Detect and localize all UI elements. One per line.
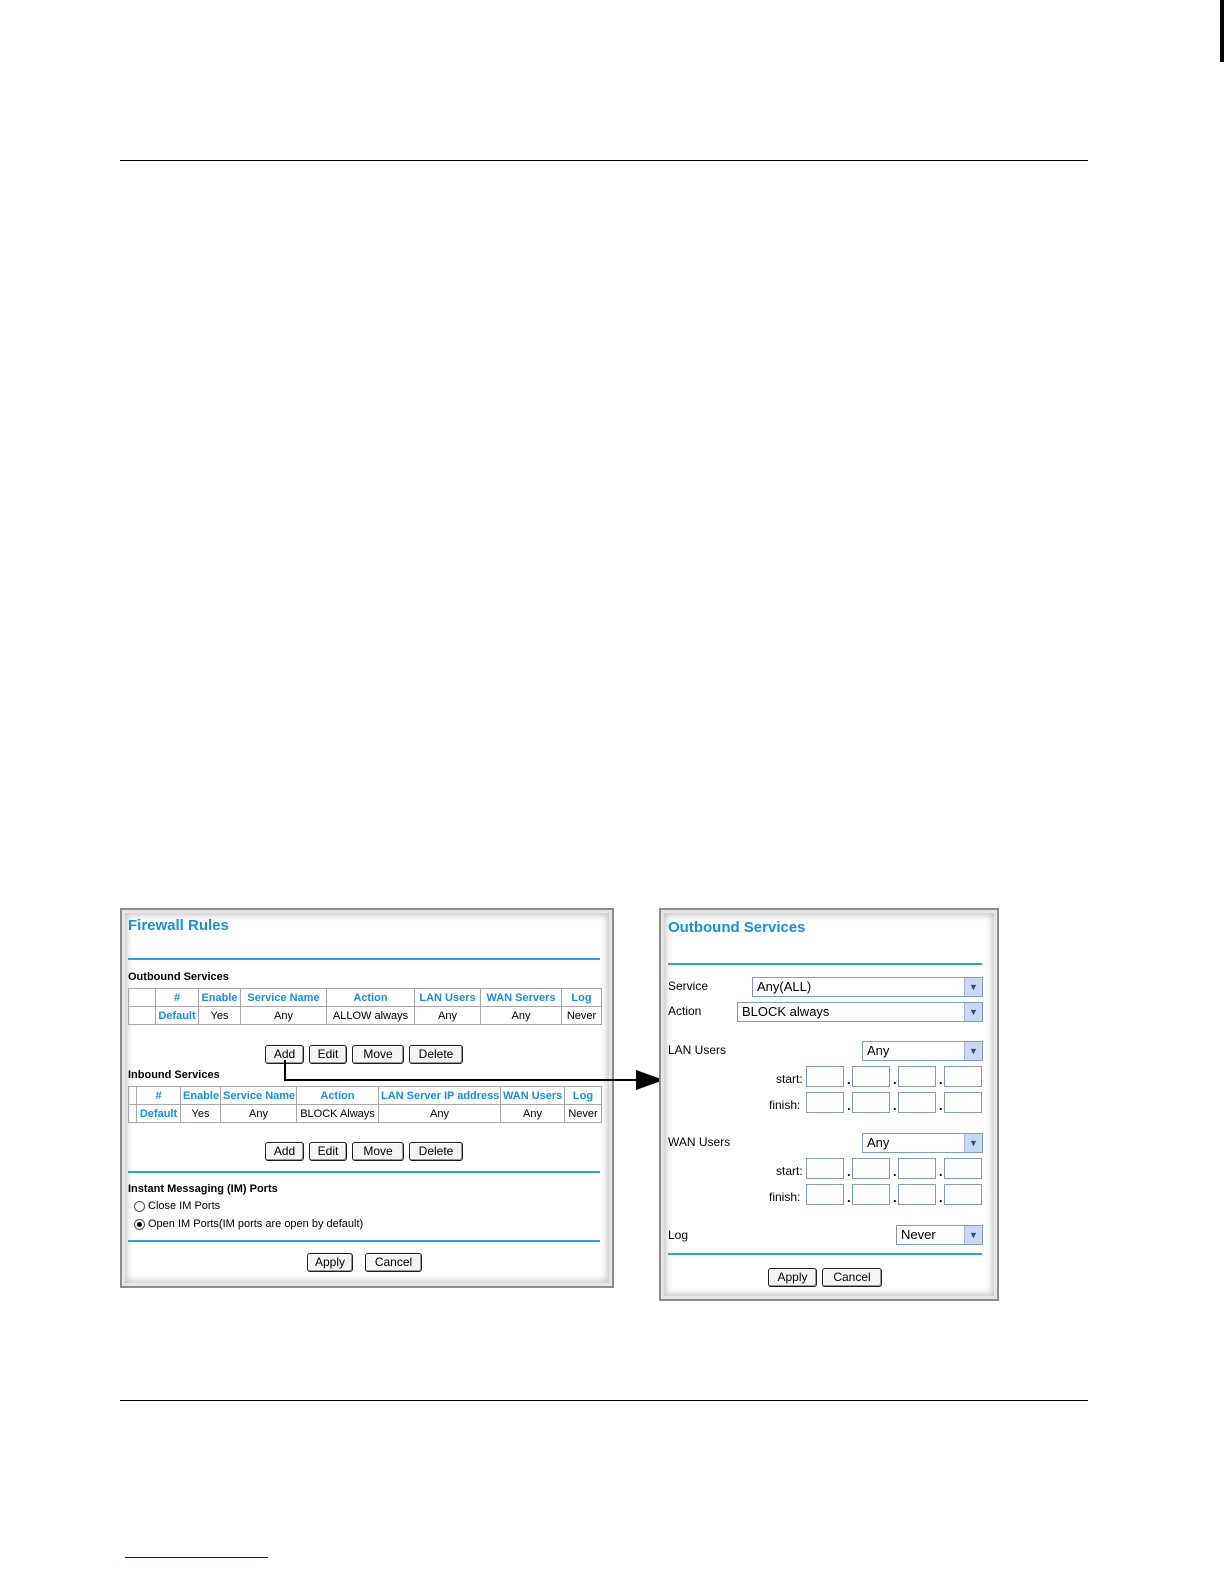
apply-button[interactable]: Apply (768, 1268, 817, 1287)
lan-users-value: Any (867, 1043, 890, 1058)
ip-separator: . (939, 1098, 943, 1113)
lan-start-octet-1[interactable] (806, 1066, 844, 1087)
wan-users-label: WAN Users (668, 1135, 731, 1149)
table-cell: Any (415, 1007, 481, 1025)
ip-separator: . (939, 1164, 943, 1179)
ip-separator: . (847, 1190, 851, 1205)
service-label: Service (668, 979, 709, 993)
wan-finish-octet-4[interactable] (944, 1184, 982, 1205)
inbound-services-heading: Inbound Services (128, 1069, 220, 1081)
column-header: Log (562, 989, 602, 1007)
table-cell: Never (562, 1007, 602, 1025)
table-cell: Any (379, 1105, 501, 1123)
column-header: Action (297, 1087, 379, 1105)
chevron-down-icon: ▼ (964, 1042, 982, 1060)
log-value: Never (901, 1227, 936, 1242)
action-select[interactable] (737, 1002, 983, 1022)
column-header: Service Name (221, 1087, 297, 1105)
lan-users-select[interactable] (862, 1041, 983, 1061)
chevron-down-icon: ▼ (964, 1226, 982, 1244)
lan-start-octet-3[interactable] (898, 1066, 936, 1087)
action-label: Action (668, 1004, 702, 1018)
ip-separator: . (939, 1072, 943, 1087)
wan-start-octet-4[interactable] (944, 1158, 982, 1179)
wan-start-octet-3[interactable] (898, 1158, 936, 1179)
wan-start-label: start: (776, 1164, 803, 1178)
ip-separator: . (893, 1098, 897, 1113)
lan-finish-octet-3[interactable] (898, 1092, 936, 1113)
action-value: BLOCK always (742, 1004, 830, 1019)
table-cell: Yes (199, 1007, 241, 1025)
table-cell: Yes (181, 1105, 221, 1123)
lan-finish-label: finish: (769, 1098, 801, 1112)
wan-users-select[interactable] (862, 1133, 983, 1153)
table-cell: Any (501, 1105, 565, 1123)
open-im-ports-label: Open IM Ports(IM ports are open by default) (148, 1218, 364, 1230)
column-header: LAN Server IP address (379, 1087, 501, 1105)
lan-start-octet-4[interactable] (944, 1066, 982, 1087)
ip-separator: . (847, 1098, 851, 1113)
wan-users-value: Any (867, 1135, 890, 1150)
chevron-down-icon: ▼ (964, 1003, 982, 1021)
lan-finish-octet-1[interactable] (806, 1092, 844, 1113)
table-cell: Any (221, 1105, 297, 1123)
outbound-add-button[interactable]: Add (265, 1045, 304, 1064)
column-header: WAN Servers (481, 989, 562, 1007)
wan-finish-octet-3[interactable] (898, 1184, 936, 1205)
default-rule-link[interactable]: Default (156, 1007, 199, 1025)
lan-finish-octet-4[interactable] (944, 1092, 982, 1113)
ip-separator: . (893, 1190, 897, 1205)
apply-button[interactable]: Apply (307, 1253, 353, 1272)
outbound-services-title: Outbound Services (668, 919, 806, 936)
column-header: Enable (199, 989, 241, 1007)
lan-start-octet-2[interactable] (852, 1066, 890, 1087)
ip-separator: . (847, 1072, 851, 1087)
im-ports-heading: Instant Messaging (IM) Ports (128, 1183, 278, 1195)
firewall-rules-title: Firewall Rules (128, 917, 229, 934)
column-header: Service Name (241, 989, 327, 1007)
column-header: Log (565, 1087, 602, 1105)
section-divider (668, 1253, 982, 1255)
column-header: LAN Users (415, 989, 481, 1007)
ip-separator: . (893, 1072, 897, 1087)
table-cell: Any (241, 1007, 327, 1025)
service-select[interactable] (752, 977, 983, 997)
lan-start-label: start: (776, 1072, 803, 1086)
lan-finish-octet-2[interactable] (852, 1092, 890, 1113)
log-label: Log (668, 1228, 689, 1242)
cancel-button[interactable]: Cancel (365, 1253, 422, 1272)
ip-separator: . (847, 1164, 851, 1179)
wan-finish-octet-2[interactable] (852, 1184, 890, 1205)
table-cell: BLOCK Always (297, 1105, 379, 1123)
arrow-line (285, 1060, 636, 1080)
outbound-delete-button[interactable]: Delete (409, 1045, 463, 1064)
column-header: # (137, 1087, 181, 1105)
table-cell: Never (565, 1105, 602, 1123)
title-divider (668, 963, 982, 965)
inbound-move-button[interactable]: Move (352, 1142, 404, 1161)
close-im-ports-label: Close IM Ports (148, 1200, 221, 1212)
log-select[interactable] (896, 1225, 983, 1245)
outbound-move-button[interactable]: Move (352, 1045, 404, 1064)
table-cell: Any (481, 1007, 562, 1025)
outbound-services-panel (659, 908, 999, 1301)
inbound-delete-button[interactable]: Delete (409, 1142, 463, 1161)
lan-users-label: LAN Users (668, 1043, 727, 1057)
inbound-edit-button[interactable]: Edit (309, 1142, 347, 1161)
column-header: WAN Users (501, 1087, 565, 1105)
ip-separator: . (939, 1190, 943, 1205)
column-header: Enable (181, 1087, 221, 1105)
wan-finish-label: finish: (769, 1190, 801, 1204)
wan-finish-octet-1[interactable] (806, 1184, 844, 1205)
column-header: # (156, 989, 199, 1007)
inbound-add-button[interactable]: Add (265, 1142, 304, 1161)
ip-separator: . (893, 1164, 897, 1179)
chevron-down-icon: ▼ (964, 978, 982, 996)
outbound-services-heading: Outbound Services (128, 971, 229, 983)
outbound-edit-button[interactable]: Edit (309, 1045, 347, 1064)
service-value: Any(ALL) (757, 979, 812, 994)
default-rule-link[interactable]: Default (137, 1105, 181, 1123)
column-header: Action (327, 989, 415, 1007)
wan-start-octet-2[interactable] (852, 1158, 890, 1179)
wan-start-octet-1[interactable] (806, 1158, 844, 1179)
chevron-down-icon: ▼ (964, 1134, 982, 1152)
table-cell: ALLOW always (327, 1007, 415, 1025)
cancel-button[interactable]: Cancel (822, 1268, 882, 1287)
